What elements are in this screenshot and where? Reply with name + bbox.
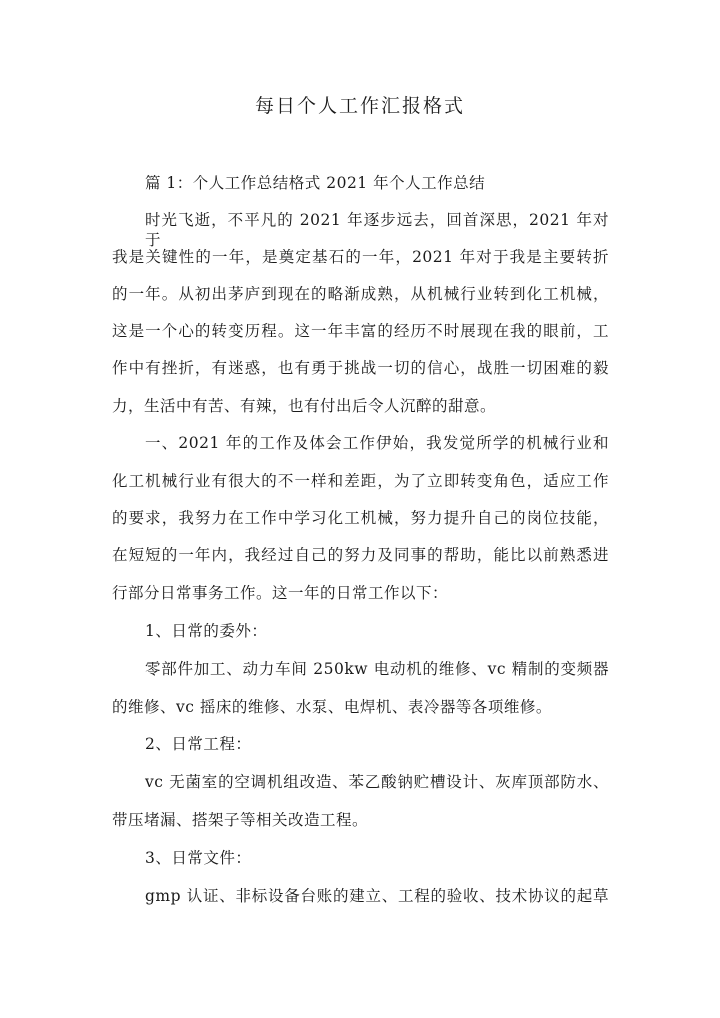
paragraph-line: 这是一个心的转变历程。这一年丰富的经历不时展现在我的眼前，工 — [112, 322, 609, 340]
paragraph-line: 行部分日常事务工作。这一年的日常工作以下： — [112, 584, 449, 602]
document-title: 每日个人工作汇报格式 — [254, 95, 465, 117]
paragraph-line: 力，生活中有苦、有辣，也有付出后令人沉醉的甜意。 — [112, 397, 497, 415]
list-heading: 1、日常的委外： — [145, 622, 268, 640]
paragraph-line: 一、2021 年的工作及体会工作伊始，我发觉所学的机械行业和 — [145, 434, 609, 452]
paragraph-line: vc 无菌室的空调机组改造、苯乙酸钠贮槽设计、灰库顶部防水、 — [145, 773, 609, 791]
paragraph-line: 的维修、vc 摇床的维修、水泵、电焊机、表冷器等各项维修。 — [112, 698, 552, 716]
paragraph-line: 零部件加工、动力车间 250kw 电动机的维修、vc 精制的变频器 — [145, 660, 609, 678]
paragraph-line: 时光飞逝，不平凡的 2021 年逐步远去，回首深思，2021 年对于 — [145, 211, 609, 249]
paragraph-line: 的要求，我努力在工作中学习化工机械，努力提升自己的岗位技能， — [112, 509, 609, 527]
paragraph-line: 的一年。从初出茅庐到现在的略渐成熟，从机械行业转到化工机械， — [112, 285, 609, 303]
paragraph-line: 带压堵漏、搭架子等相关改造工程。 — [112, 811, 369, 829]
paragraph-line: 在短短的一年内，我经过自己的努力及同事的帮助，能比以前熟悉进 — [112, 546, 609, 564]
paragraph-line: gmp 认证、非标设备台账的建立、工程的验收、技术协议的起草 — [145, 887, 609, 905]
list-heading: 2、日常工程： — [145, 735, 252, 753]
paragraph-line: 作中有挫折，有迷惑，也有勇于挑战一切的信心，战胜一切困难的毅 — [112, 359, 609, 377]
list-heading: 3、日常文件： — [145, 849, 252, 867]
paragraph-line: 我是关键性的一年，是奠定基石的一年，2021 年对于我是主要转折 — [112, 248, 609, 266]
paragraph-line: 化工机械行业有很大的不一样和差距，为了立即转变角色，适应工作 — [112, 472, 609, 490]
section-heading: 篇 1：个人工作总结格式 2021 年个人工作总结 — [145, 174, 486, 192]
